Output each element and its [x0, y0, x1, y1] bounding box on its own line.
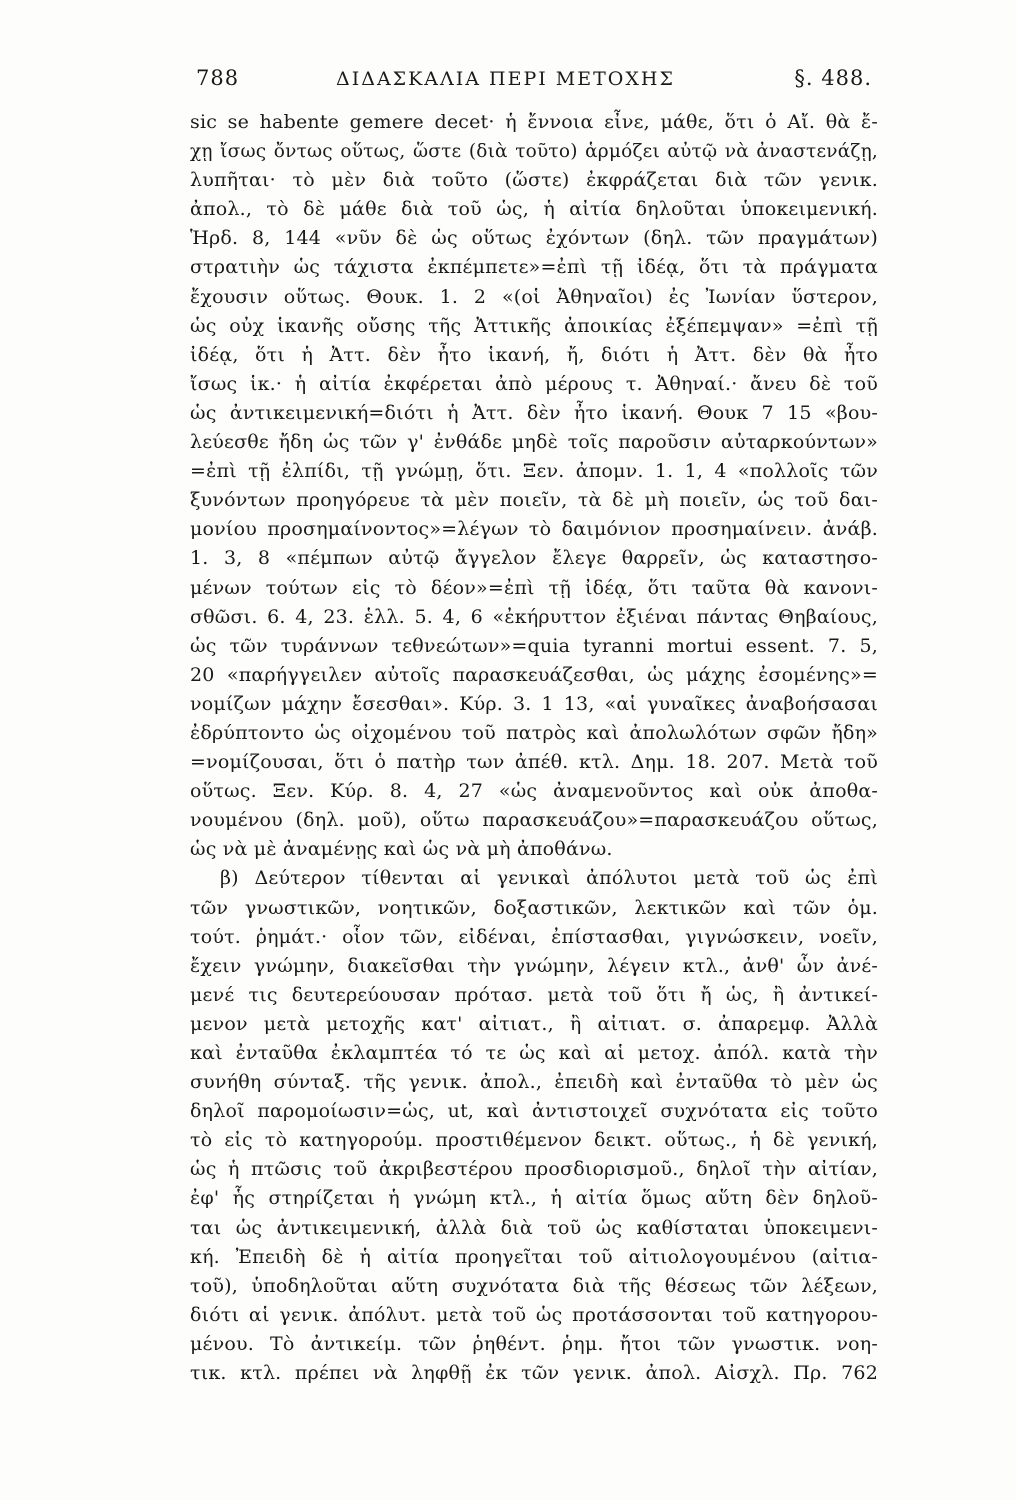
- paragraph-start-line: β) Δεύτερον τίθενται αἱ γενικαὶ ἀπόλυτοι μετὰ τοῦ ὡς ἐπὶ: [220, 867, 878, 890]
- text-line: μενέ τις δευτερεύουσαν πρότασ. μετὰ τοῦ ὅτι ἤ ὡς, ἢ ἀντικεί-: [190, 983, 878, 1006]
- text-line: τικ. κτλ. πρέπει νὰ ληφθῇ ἐκ τῶν γενικ. ἀπολ. Αἰσχλ. Πρ. 762: [190, 1362, 878, 1385]
- section-number: §. 488.: [794, 66, 872, 90]
- body-text: [190, 108, 878, 1388]
- text-line: 20 «παρήγγειλεν αὐτοῖς παρασκευάζεσθαι, ὡς μάχης ἐσομένης»=: [190, 663, 878, 686]
- text-line: ἔχειν γνώμην, διακεῖσθαι τὴν γνώμην, λέγειν κτλ., ἀνθ' ὧν ἀνέ-: [190, 954, 878, 977]
- text-line: =νομίζουσαι, ὅτι ὁ πατὴρ των ἀπέθ. κτλ. Δημ. 18. 207. Μετὰ τοῦ: [190, 751, 878, 774]
- text-line: στρατιὴν ὡς τάχιστα ἐκπέμπετε»=ἐπὶ τῇ ἰδέᾳ, ὅτι τὰ πράγματα: [190, 256, 878, 279]
- text-line: νουμένου (δηλ. μοῦ), οὕτω παρασκευάζου»=παρασκευάζου οὕτως,: [190, 809, 878, 832]
- text-line: ὡς οὐχ ἱκανῆς οὔσης τῆς Ἀττικῆς ἀποικίας ἐξέπεμψαν» =ἐπὶ τῇ: [190, 314, 878, 337]
- text-line: ὡς ἀντικειμενική=διότι ἡ Ἀττ. δὲν ἦτο ἱκανή. Θουκ 7 15 «βου-: [190, 401, 878, 424]
- running-head: [196, 66, 872, 102]
- text-line: ται ὡς ἀντικειμενική, ἀλλὰ διὰ τοῦ ὡς καθίσταται ὑποκειμενι-: [190, 1216, 878, 1239]
- text-line: οὕτως. Ξεν. Κύρ. 8. 4, 27 «ὡς ἀναμενοῦντος καὶ οὐκ ἀποθα-: [190, 780, 878, 803]
- text-line: καὶ ἐνταῦθα ἐκλαμπτέα τό τε ὡς καὶ αἱ μετοχ. ἀπόλ. κατὰ τὴν: [190, 1042, 878, 1064]
- text-line: λυπῆται· τὸ μὲν διὰ τοῦτο (ὥστε) ἐκφράζεται διὰ τῶν γενικ.: [190, 169, 878, 192]
- text-line: ἐδρύπτοντο ὡς οἰχομένου τοῦ πατρὸς καὶ ἀπολωλότων σφῶν ἤδη»: [190, 721, 878, 744]
- text-line: ἰδέᾳ, ὅτι ἡ Ἀττ. δὲν ἦτο ἱκανή, ἤ, διότι ἡ Ἀττ. δὲν θὰ ἦτο: [190, 343, 878, 366]
- text-line: συνήθη σύνταξ. τῆς γενικ. ἀπολ., ἐπειδὴ καὶ ἐνταῦθα τὸ μὲν ὡς: [190, 1071, 878, 1094]
- text-line: νομίζων μάχην ἔσεσθαι». Κύρ. 3. 1 13, «αἱ γυναῖκες ἀναβοήσασαι: [190, 692, 878, 715]
- text-line: μένων τούτων εἰς τὸ δέον»=ἐπὶ τῇ ἰδέᾳ, ὅτι ταῦτα θὰ κανονι-: [190, 576, 878, 599]
- text-line: =ἐπὶ τῇ ἐλπίδι, τῇ γνώμῃ, ὅτι. Ξεν. ἀπομν. 1. 1, 4 «πολλοῖς τῶν: [190, 460, 878, 483]
- text-line: τῶν γνωστικῶν, νοητικῶν, δοξαστικῶν, λεκτικῶν καὶ τῶν ὁμ.: [190, 896, 878, 919]
- text-line: μένου. Τὸ ἀντικείμ. τῶν ῥηθέντ. ῥημ. ἤτοι τῶν γνωστικ. νοη-: [190, 1332, 878, 1355]
- text-line: κή. Ἐπειδὴ δὲ ἡ αἰτία προηγεῖται τοῦ αἰτιολογουμένου (αἰτια-: [190, 1245, 878, 1268]
- text-line: σθῶσι. 6. 4, 23. ἑλλ. 5. 4, 6 «ἐκήρυττον ἐξιέναι πάντας Θηβαίους,: [190, 605, 878, 628]
- text-line: ἀπολ., τὸ δὲ μάθε διὰ τοῦ ὡς, ἡ αἰτία δηλοῦται ὑποκειμενική.: [190, 198, 878, 221]
- running-title: ΔΙΔΑΣΚΑΛΙΑ ΠΕΡΙ ΜΕΤΟΧΗΣ: [336, 68, 675, 90]
- text-line: ἔχουσιν οὕτως. Θουκ. 1. 2 «(οἱ Ἀθηναῖοι) ἐς Ἰωνίαν ὕστερον,: [190, 285, 878, 308]
- text-line: sic se habente gemere decet· ἡ ἔννοια εἶνε, μάθε, ὅτι ὁ Αἴ. θὰ ἔ-: [190, 111, 878, 133]
- text-line: ὡς τῶν τυράννων τεθνεώτων»=quia tyranni mortui essent. 7. 5,: [190, 634, 878, 657]
- text-line: λεύεσθε ἤδη ὡς τῶν γ' ἐνθάδε μηδὲ τοῖς παροῦσιν αὐταρκούντων»: [190, 431, 878, 454]
- text-line: ὡς νὰ μὲ ἀναμένῃς καὶ ὡς νὰ μὴ ἀποθάνω.: [190, 838, 613, 861]
- text-line: μονίου προσημαίνοντος»=λέγων τὸ δαιμόνιον προσημαίνειν. ἀνάβ.: [190, 518, 878, 541]
- text-line: τὸ εἰς τὸ κατηγορούμ. προστιθέμενον δεικτ. οὕτως., ἡ δὲ γενική,: [190, 1129, 878, 1152]
- text-line: ὡς ἡ πτῶσις τοῦ ἀκριβεστέρου προσδιορισμοῦ., δηλοῖ τὴν αἰτίαν,: [190, 1158, 878, 1181]
- text-line: δηλοῖ παρομοίωσιν=ὡς, ut, καὶ ἀντιστοιχεῖ συχνότατα εἰς τοῦτο: [190, 1100, 878, 1123]
- text-line: ἐφ' ἧς στηρίζεται ἡ γνώμη κτλ., ἡ αἰτία ὅμως αὕτη δὲν δηλοῦ-: [190, 1187, 878, 1210]
- text-line: τούτ. ῥημάτ.· οἷον τῶν, εἰδέναι, ἐπίστασθαι, γιγνώσκειν, νοεῖν,: [190, 925, 878, 948]
- text-line: Ἡρδ. 8, 144 «νῦν δὲ ὡς οὕτως ἐχόντων (δηλ. τῶν πραγμάτων): [190, 227, 878, 250]
- text-line: 1. 3, 8 «πέμπων αὐτῷ ἄγγελον ἔλεγε θαρρεῖν, ὡς καταστησο-: [190, 547, 878, 570]
- page-number: 788: [196, 66, 240, 90]
- text-line: ἴσως ἱκ.· ἡ αἰτία ἐκφέρεται ἀπὸ μέρους τ. Ἀθηναί.· ἄνευ δὲ τοῦ: [190, 372, 878, 395]
- text-line: μενον μετὰ μετοχῆς κατ' αἰτιατ., ἢ αἰτιατ. σ. ἀπαρεμφ. Ἀλλὰ: [190, 1012, 878, 1035]
- text-line: διότι αἱ γενικ. ἀπόλυτ. μετὰ τοῦ ὡς προτάσσονται τοῦ κατηγορου-: [190, 1303, 878, 1326]
- text-line: τοῦ), ὑποδηλοῦται αὕτη συχνότατα διὰ τῆς θέσεως τῶν λέξεων,: [190, 1274, 878, 1297]
- text-line: ξυνόντων προηγόρευε τὰ μὲν ποιεῖν, τὰ δὲ μὴ ποιεῖν, ὡς τοῦ δαι-: [190, 489, 878, 512]
- text-line: χῃ ἴσως ὄντως οὕτως, ὥστε (διὰ τοῦτο) ἁρμόζει αὐτῷ νὰ ἀναστενάζῃ,: [190, 141, 878, 163]
